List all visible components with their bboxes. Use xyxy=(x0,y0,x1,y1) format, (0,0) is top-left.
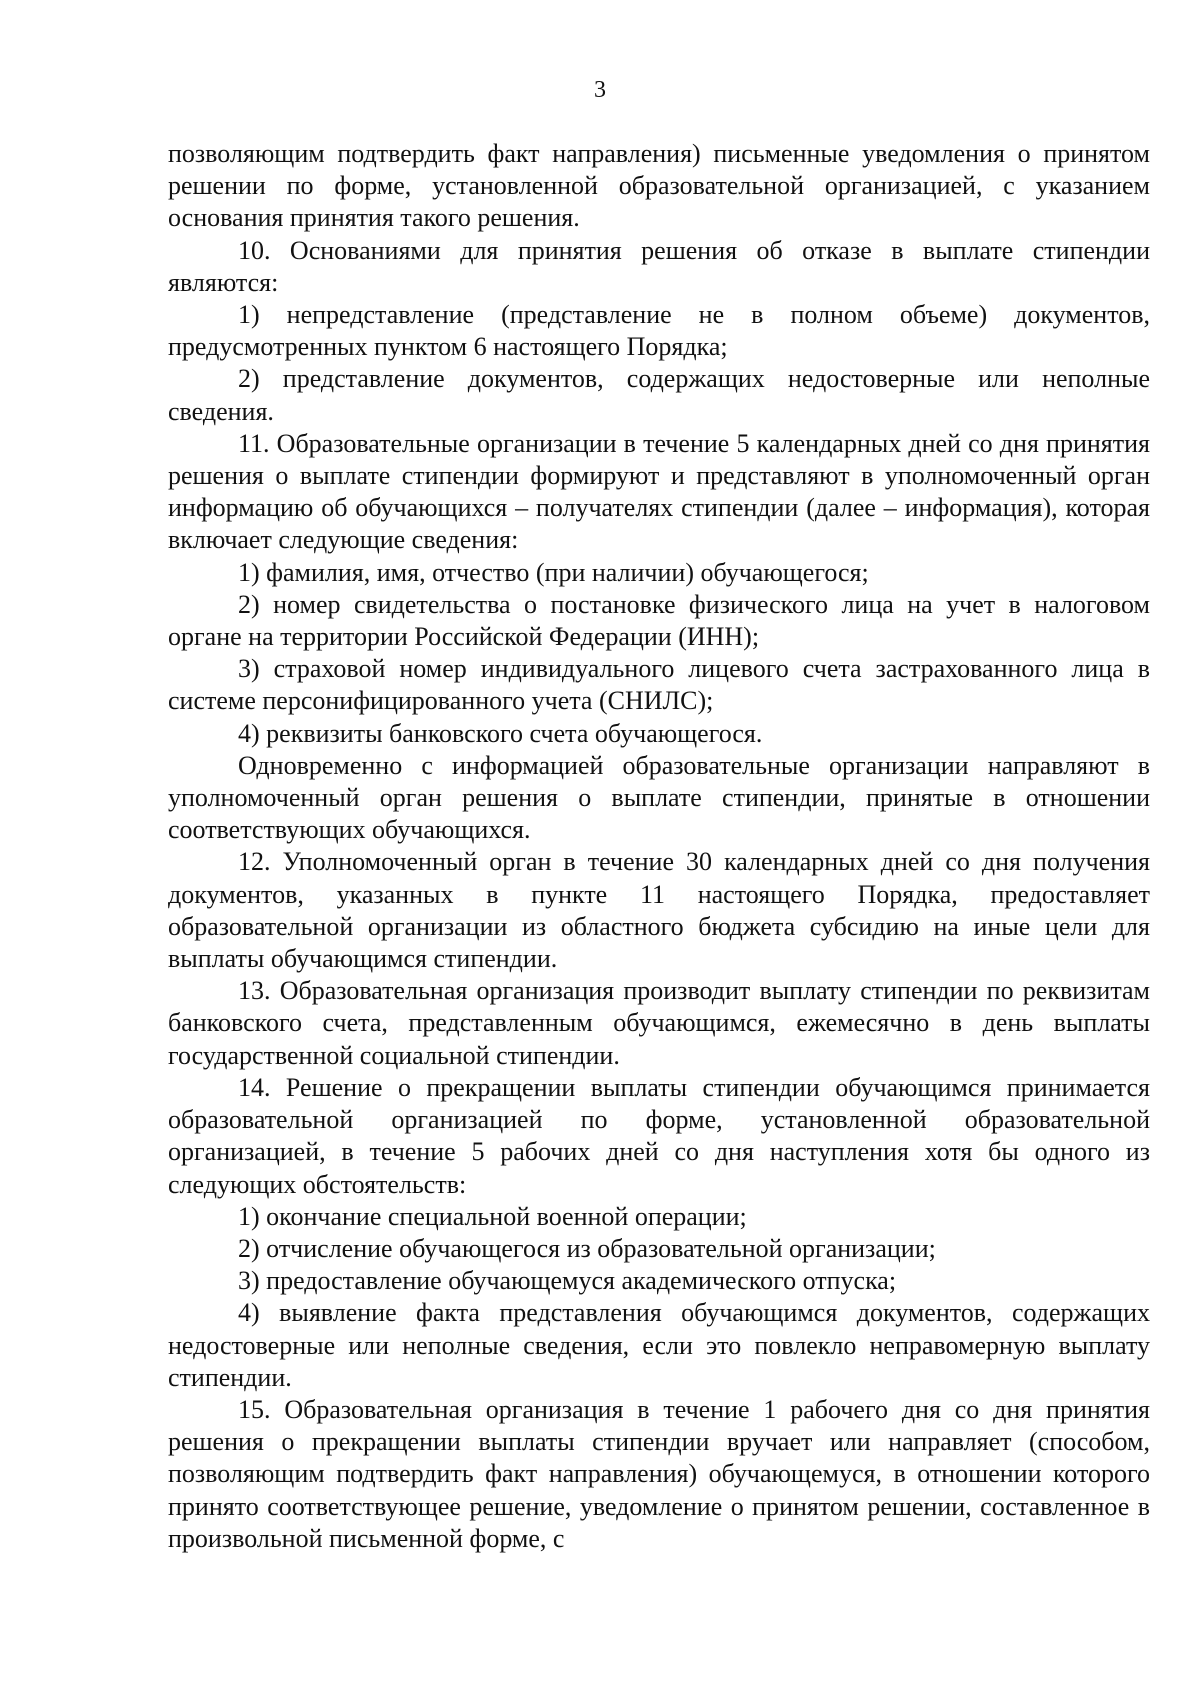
paragraph-14-item-2: 2) отчисление обучающегося из образовательной организации; xyxy=(238,1233,936,1263)
paragraph-14-item-3: 3) предоставление обучающемуся академического отпуска; xyxy=(238,1266,897,1296)
document-body xyxy=(168,138,1150,1555)
paragraph-11: 11. Образовательные организации в течение 5 календарных дней со дня принятия решения о выплате стипендии формируют и представляют в уполномоченный орган информацию об обучающихся – получателях стипендии (далее – информация), которая включает следующие сведения: xyxy=(168,428,1150,555)
paragraph-14: 14. Решение о прекращении выплаты стипендии обучающимся принимается образовательной организацией по форме, установленной образовательной организацией, в течение 5 рабочих дней со дня наступления хотя бы одного из следующих обстоятельств: xyxy=(168,1072,1150,1199)
paragraph-15: 15. Образовательная организация в течение 1 рабочего дня со дня принятия решения о прекращении выплаты стипендии вручает или направляет (способом, позволяющим подтвердить факт направления) обучающемуся, в отношении которого принято соответствующее решение, уведомление о принятом решении, составленное в произвольной письменной форме, с xyxy=(168,1394,1150,1553)
paragraph-10-item-1: 1) непредставление (представление не в полном объеме) документов, предусмотренных пунктом 6 настоящего Порядка; xyxy=(168,300,1150,362)
paragraph-11-item-4: 4) реквизиты банковского счета обучающегося. xyxy=(238,718,763,748)
paragraph-14-item-4: 4) выявление факта представления обучающимся документов, содержащих недостоверные или неполные сведения, если это повлекло неправомерную выплату стипендии. xyxy=(168,1298,1150,1392)
paragraph-10-item-2: 2) представление документов, содержащих недостоверные или неполные сведения. xyxy=(168,364,1150,426)
page-number: 3 xyxy=(594,77,606,103)
paragraph-continuation: позволяющим подтвердить факт направления) письменные уведомления о принятом решении по форме, установленной образовательной организацией, с указанием основания принятия такого решения. xyxy=(168,139,1150,233)
paragraph-13: 13. Образовательная организация производит выплату стипендии по реквизитам банковского счета, представленным обучающимся, ежемесячно в день выплаты государственной социальной стипендии. xyxy=(168,976,1150,1070)
paragraph-11-item-1: 1) фамилия, имя, отчество (при наличии) обучающегося; xyxy=(238,557,869,587)
paragraph-10: 10. Основаниями для принятия решения об отказе в выплате стипендии являются: xyxy=(168,235,1150,297)
paragraph-11-item-3: 3) страховой номер индивидуального лицевого счета застрахованного лица в системе персонифицированного учета (СНИЛС); xyxy=(168,654,1150,716)
paragraph-11-item-2: 2) номер свидетельства о постановке физического лица на учет в налоговом органе на территории Российской Федерации (ИНН); xyxy=(168,589,1150,652)
paragraph-12: 12. Уполномоченный орган в течение 30 календарных дней со дня получения документов, указанных в пункте 11 настоящего Порядка, предоставляет образовательной организации из областного бюджета субсидию на иные цели для выплаты обучающимся стипендии. xyxy=(168,847,1150,974)
paragraph-11-addendum: Одновременно с информацией образовательные организации направляют в уполномоченный орган решения о выплате стипендии, принятые в отношении соответствующих обучающихся. xyxy=(168,750,1150,845)
paragraph-14-item-1: 1) окончание специальной военной операции; xyxy=(238,1201,747,1231)
